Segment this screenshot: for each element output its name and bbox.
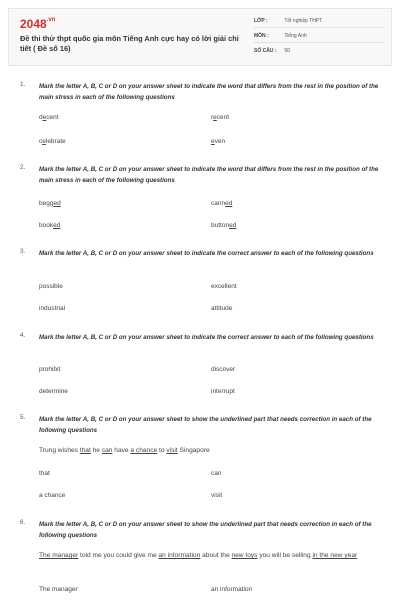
logo-text: 2048	[20, 17, 47, 31]
meta-class	[254, 18, 384, 24]
meta-subject	[254, 33, 384, 39]
document-header	[8, 8, 392, 66]
option-c[interactable]: determine	[39, 388, 68, 395]
option-c[interactable]: industrial	[39, 305, 66, 312]
option-c[interactable]: booked	[39, 222, 61, 229]
option-a[interactable]: begged	[39, 200, 61, 207]
question-number: 6.	[20, 519, 26, 526]
meta-key: MÔN :	[254, 33, 269, 39]
option-d[interactable]: even	[211, 138, 226, 145]
question-number: 4.	[20, 332, 26, 339]
site-logo[interactable]	[20, 17, 55, 31]
option-b[interactable]: recent	[211, 114, 230, 121]
option-b[interactable]: can	[211, 470, 222, 477]
question-number: 3.	[20, 248, 26, 255]
meta-count	[254, 48, 384, 54]
option-a[interactable]: decent	[39, 114, 59, 121]
question-text: Mark the letter A, B, C or D on your answer sheet to indicate the correct answer to each of the following questions	[39, 250, 374, 257]
option-d[interactable]: buttoned	[211, 222, 237, 229]
document-title: Đề thi thử thpt quốc gia môn Tiếng Anh cực hay có lời giải chi tiết ( Đề số 16)	[20, 34, 239, 53]
question-number: 5.	[20, 414, 26, 421]
question-number: 2.	[20, 164, 26, 171]
option-a[interactable]: that	[39, 470, 50, 477]
question-text: Mark the letter A, B, C or D on your answer sheet to indicate the word that differs from the rest in the position of the main stress in each of the following questions	[39, 83, 379, 101]
option-b[interactable]: an information	[211, 586, 253, 593]
question-text: Mark the letter A, B, C or D on your answer sheet to indicate the correct answer to each of the following questions	[39, 334, 374, 341]
option-a[interactable]: prohibit	[39, 366, 61, 373]
meta-value: 50	[284, 48, 290, 54]
question-text: Mark the letter A, B, C or D on your answer sheet to show the underlined part that needs correction in each of the following questions	[39, 521, 372, 539]
option-d[interactable]: interrupt	[211, 388, 235, 395]
option-a[interactable]: possible	[39, 283, 63, 290]
logo-suffix: .vn	[46, 17, 56, 23]
meta-key: SỐ CÂU :	[254, 48, 277, 54]
option-b[interactable]: discover	[211, 366, 236, 373]
option-d[interactable]: visit	[211, 492, 223, 499]
meta-key: LỚP :	[254, 18, 268, 24]
option-c[interactable]: a chance	[39, 492, 66, 499]
option-b[interactable]: excellent	[211, 283, 237, 290]
option-d[interactable]: attitude	[211, 305, 233, 312]
question-number: 1.	[20, 81, 26, 88]
question-sentence: The manager told me you could give me an information about the new toys you will be selling in the new year	[39, 552, 358, 559]
option-a[interactable]: The manager	[39, 586, 78, 593]
meta-value: Tiếng Anh	[284, 33, 307, 39]
meta-value: Tốt nghiệp THPT	[284, 18, 323, 24]
question-sentence: Trung wishes that he can have a chance to visit Singapore	[39, 447, 210, 454]
question-text: Mark the letter A, B, C or D on your answer sheet to indicate the word that differs from the rest in the position of the main stress in each of the following questions	[39, 166, 379, 184]
option-b[interactable]: canned	[211, 200, 233, 207]
question-text: Mark the letter A, B, C or D on your answer sheet to show the underlined part that needs correction in each of the following questions	[39, 416, 372, 434]
option-c[interactable]: celebrate	[39, 138, 66, 145]
